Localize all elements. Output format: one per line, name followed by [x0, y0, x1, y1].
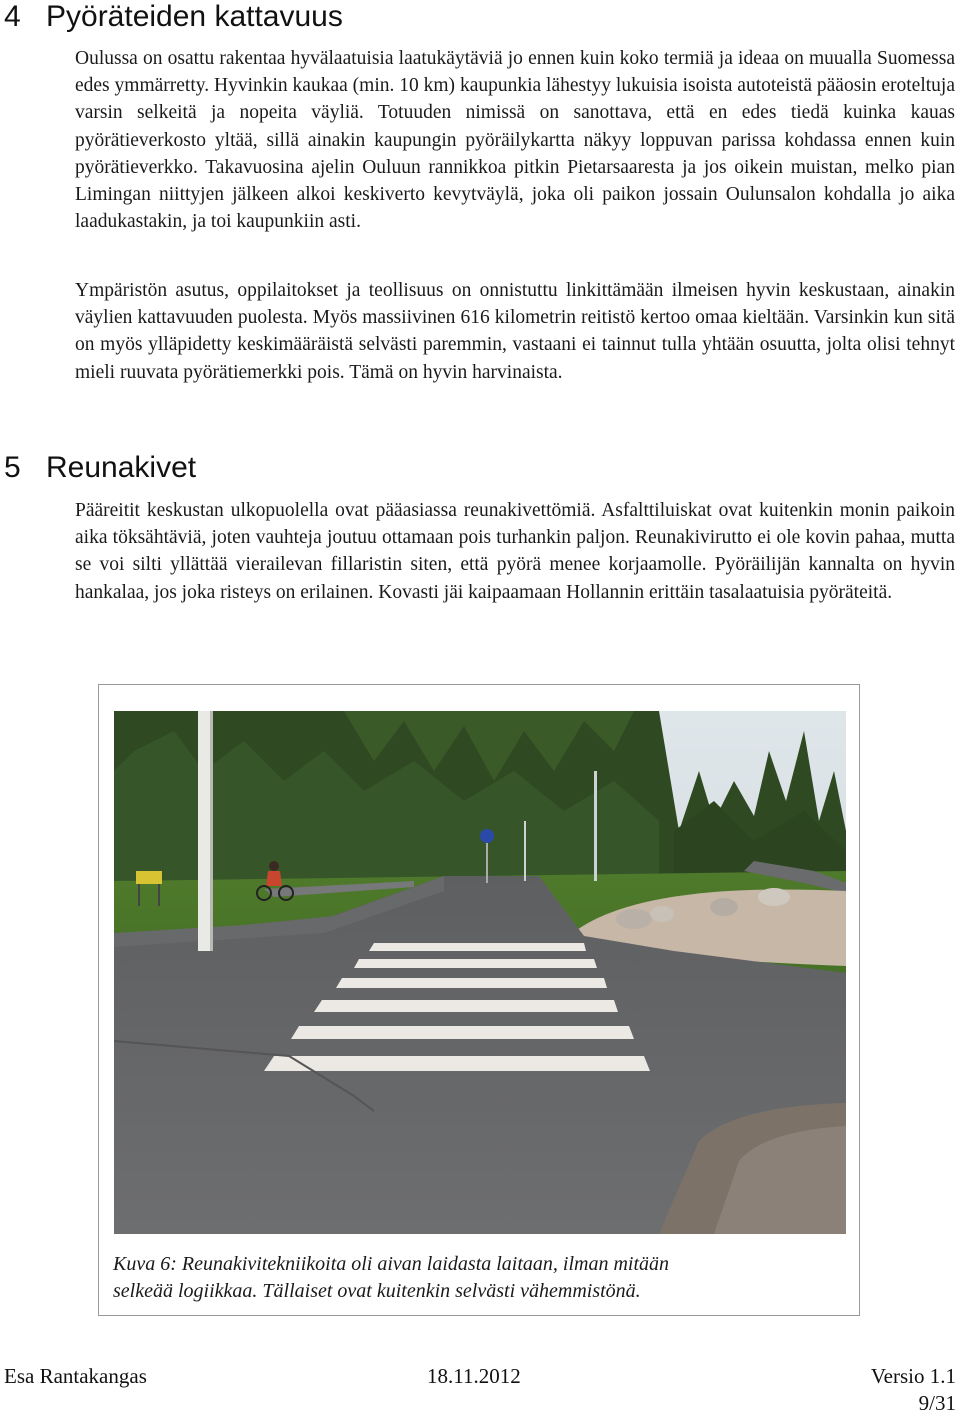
- footer-author: Esa Rantakangas: [4, 1364, 147, 1388]
- footer-date: 18.11.2012: [427, 1364, 521, 1388]
- crosswalk-photo: [114, 711, 846, 1234]
- figure-caption: [113, 1251, 833, 1305]
- section-5-heading: [4, 451, 196, 485]
- section-title: Pyöräteiden kattavuus: [46, 0, 343, 33]
- footer-version: Versio 1.1: [870, 1364, 956, 1388]
- section-5-paragraph-1: Pääreitit keskustan ulkopuolella ovat pääasiassa reunakivettömiä. Asfalttiluiskat ovat kuitenkin monin paikoin aika töksähtäviä, joten vauhteja joutuu ottamaan pois turhankin paljon. Reunakivirutto ei ole kovin pahaa, mutta se voi silti yllättää vierailevan fillaristin siten, että pyörä menee korjaamolle. Pyöräilijän kannalta on hyvin hankalaa, jos joka risteys on erilainen. Kovasti jäi kaipaamaan Hollannin erittäin tasalaatuisia pyöräteitä.: [75, 500, 955, 603]
- section-4-heading: [4, 0, 343, 34]
- section-4-paragraph-2: Ympäristön asutus, oppilaitokset ja teollisuus on onnistuttu linkittämään ilmeisen hyvin keskustaan, ainakin väylien kattavuuden puolesta. Myös massiivinen 616 kilometrin reitistö kertoo omaa kieltään. Varsinkin kun sitä on myös ylläpidetty keskimääräistä selvästi paremmin, vastaani ei tainnut tulla yhtään osuutta, jolta olisi tehnyt mieli ruuvata pyörätiemerkki pois. Tämä on hyvin harvinaista.: [75, 280, 955, 383]
- caption-line-2: selkeää logiikkaa. Tällaiset ovat kuitenkin selvästi vähemmistönä.: [113, 1280, 641, 1302]
- section-number: 5: [4, 451, 21, 484]
- caption-line-1: Kuva 6: Reunakivitekniikoita oli aivan laidasta laitaan, ilman mitään: [113, 1253, 670, 1275]
- section-4-paragraph-1: Oulussa on osattu rakentaa hyvälaatuisia laatukäytäviä jo ennen kuin koko termiä ja ideaa on muualla Suomessa edes ymmärretty. Hyvinkin kaukaa (min. 10 km) kaupunkia lähestyy lukuisia isoista autoteistä pääosin eroteltuja varsin selkeitä ja nopeita väyliä. Totuuden nimissä on sanottava, että en edes tiedä kuinka kauas pyörätieverkosto yltää, sillä ainakin kaupungin pyöräilykartta näkyy loppuvan parissa kohdassa ennen kuin pyörätieverkko. Takavuosina ajelin Ouluun rannikkoa pitkin Pietarsaaresta ja jos oikein muistan, melko pian Limingan niittyjen jälkeen alkoi keskiverto kevytväylä, joka oli paikon jossain Oulunsalon kohdalla jo aika laadukastakin, ja toi kaupunkiin asti.: [75, 48, 955, 233]
- section-number: 4: [4, 0, 21, 33]
- section-title: Reunakivet: [46, 451, 197, 484]
- figure-frame: [98, 684, 860, 1316]
- footer-page-number: 9/31: [918, 1391, 956, 1415]
